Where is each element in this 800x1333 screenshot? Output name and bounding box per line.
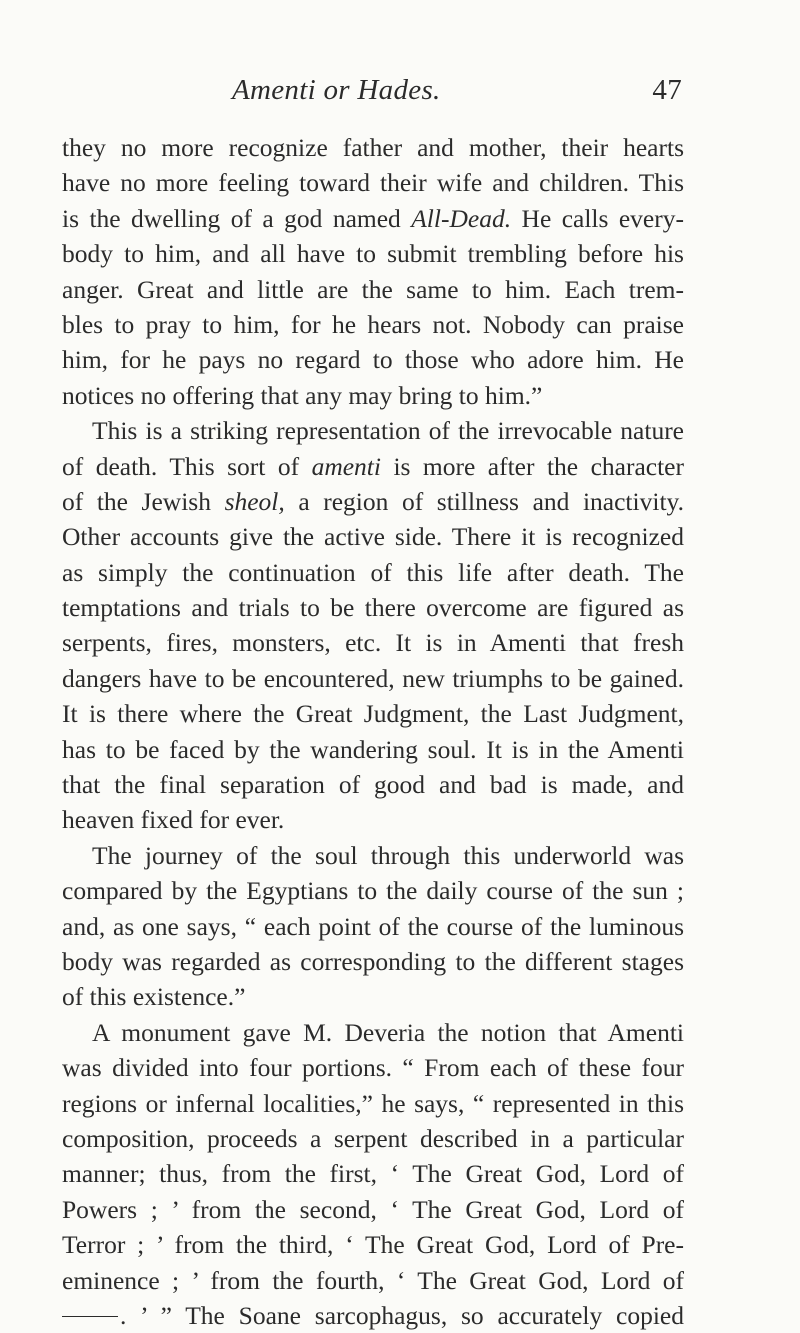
line-text: It is there where the Great Judgment, the Last Judgment,: [62, 699, 684, 729]
blank-rule: [62, 1316, 118, 1317]
page-number: 47: [652, 74, 682, 106]
line-text: The journey of the soul through this underworld was: [92, 840, 684, 870]
line-text: serpents, fires, monsters, etc. It is in Amenti that fresh: [62, 628, 684, 658]
line-text-before: is the dwelling of a god named: [62, 203, 412, 233]
line-text-before: of death. This sort of: [62, 451, 312, 481]
line-text: notices no offering that any may bring to him.”: [62, 380, 543, 410]
line-text: . ’ ” The Soane sarcophagus, so accurately copied: [120, 1300, 684, 1330]
text-line: [62, 236, 684, 271]
line-text: as simply the continuation of this life after death. The: [62, 557, 684, 587]
line-text: have no more feeling toward their wife and children. This: [62, 168, 684, 198]
text-line: [62, 873, 684, 908]
italic-term: sheol,: [224, 486, 285, 516]
text-line: [62, 625, 684, 660]
text-line: [62, 1050, 684, 1085]
line-text-before: of the Jewish: [62, 486, 225, 516]
text-line: [62, 555, 684, 590]
text-line: [62, 1156, 684, 1191]
text-line: [62, 413, 684, 448]
text-line: [62, 838, 684, 873]
line-text: dangers have to be encountered, new triumphs to be gained.: [62, 663, 684, 693]
text-line: [62, 1298, 684, 1333]
line-text: and, as one says, “ each point of the course of the luminous: [62, 911, 684, 941]
line-text: of this existence.”: [62, 982, 246, 1012]
line-text: him, for he pays no regard to those who adore him. He: [62, 345, 684, 375]
text-line: [62, 1121, 684, 1156]
italic-term: amenti: [311, 451, 381, 481]
text-line: [62, 1086, 684, 1121]
line-text: was divided into four portions. “ From each of these four: [62, 1053, 684, 1083]
line-text: has to be faced by the wandering soul. It is in the Amenti: [62, 734, 684, 764]
text-line: [62, 342, 684, 377]
line-text: anger. Great and little are the same to him. Each trem-: [62, 274, 684, 304]
line-text-after: He calls every-: [511, 203, 684, 233]
text-line: [62, 661, 684, 696]
line-text: A monument gave M. Deveria the notion that Amenti: [92, 1017, 684, 1047]
text-line: [62, 909, 684, 944]
text-line: [62, 130, 684, 165]
text-line: [62, 767, 684, 802]
line-text: composition, proceeds a serpent described in a particular: [62, 1123, 684, 1153]
text-line: [62, 165, 684, 200]
running-title: Amenti or Hades.: [232, 74, 441, 106]
line-text: temptations and trials to be there overcome are figured as: [62, 593, 684, 623]
line-text: Terror ; ’ from the third, ‘ The Great God, Lord of Pre-: [62, 1230, 684, 1260]
line-text: Powers ; ’ from the second, ‘ The Great God, Lord of: [62, 1194, 684, 1224]
text-line: [62, 802, 684, 837]
text-line: [62, 696, 684, 731]
line-text-after: a region of stillness and inactivity.: [284, 486, 684, 516]
text-line: [62, 449, 684, 484]
line-text: This is a striking representation of the irrevocable nature: [92, 416, 684, 446]
text-line: [62, 979, 684, 1014]
line-text: manner; thus, from the first, ‘ The Great God, Lord of: [62, 1159, 684, 1189]
text-line: [62, 1227, 684, 1262]
text-line: [62, 1192, 684, 1227]
line-text: body was regarded as corresponding to the different stages: [62, 946, 684, 976]
text-line: [62, 378, 684, 413]
text-line: [62, 732, 684, 767]
line-text: body to him, and all have to submit trembling before his: [62, 239, 684, 269]
text-line: [62, 272, 684, 307]
text-line: [62, 519, 684, 554]
line-text: regions or infernal localities,” he says, “ represented in this: [62, 1088, 684, 1118]
text-line: [62, 307, 684, 342]
running-header: [232, 70, 682, 110]
text-line: [62, 1263, 684, 1298]
text-line: [62, 1015, 684, 1050]
text-line: [62, 944, 684, 979]
text-line: [62, 590, 684, 625]
line-text: they no more recognize father and mother, their hearts: [62, 133, 684, 162]
line-text: compared by the Egyptians to the daily course of the sun ;: [62, 876, 684, 906]
body-text: [62, 130, 684, 1333]
line-text-after: is more after the character: [380, 451, 684, 481]
line-text: eminence ; ’ from the fourth, ‘ The Great God, Lord of: [62, 1265, 684, 1295]
text-line: [62, 201, 684, 236]
italic-term: All-Dead.: [411, 203, 512, 233]
line-text: Other accounts give the active side. There it is recognized: [62, 522, 684, 552]
line-text: heaven fixed for ever.: [62, 805, 285, 835]
line-text: bles to pray to him, for he hears not. Nobody can praise: [62, 309, 684, 339]
line-text: that the final separation of good and bad is made, and: [62, 770, 684, 800]
text-line: [62, 484, 684, 519]
